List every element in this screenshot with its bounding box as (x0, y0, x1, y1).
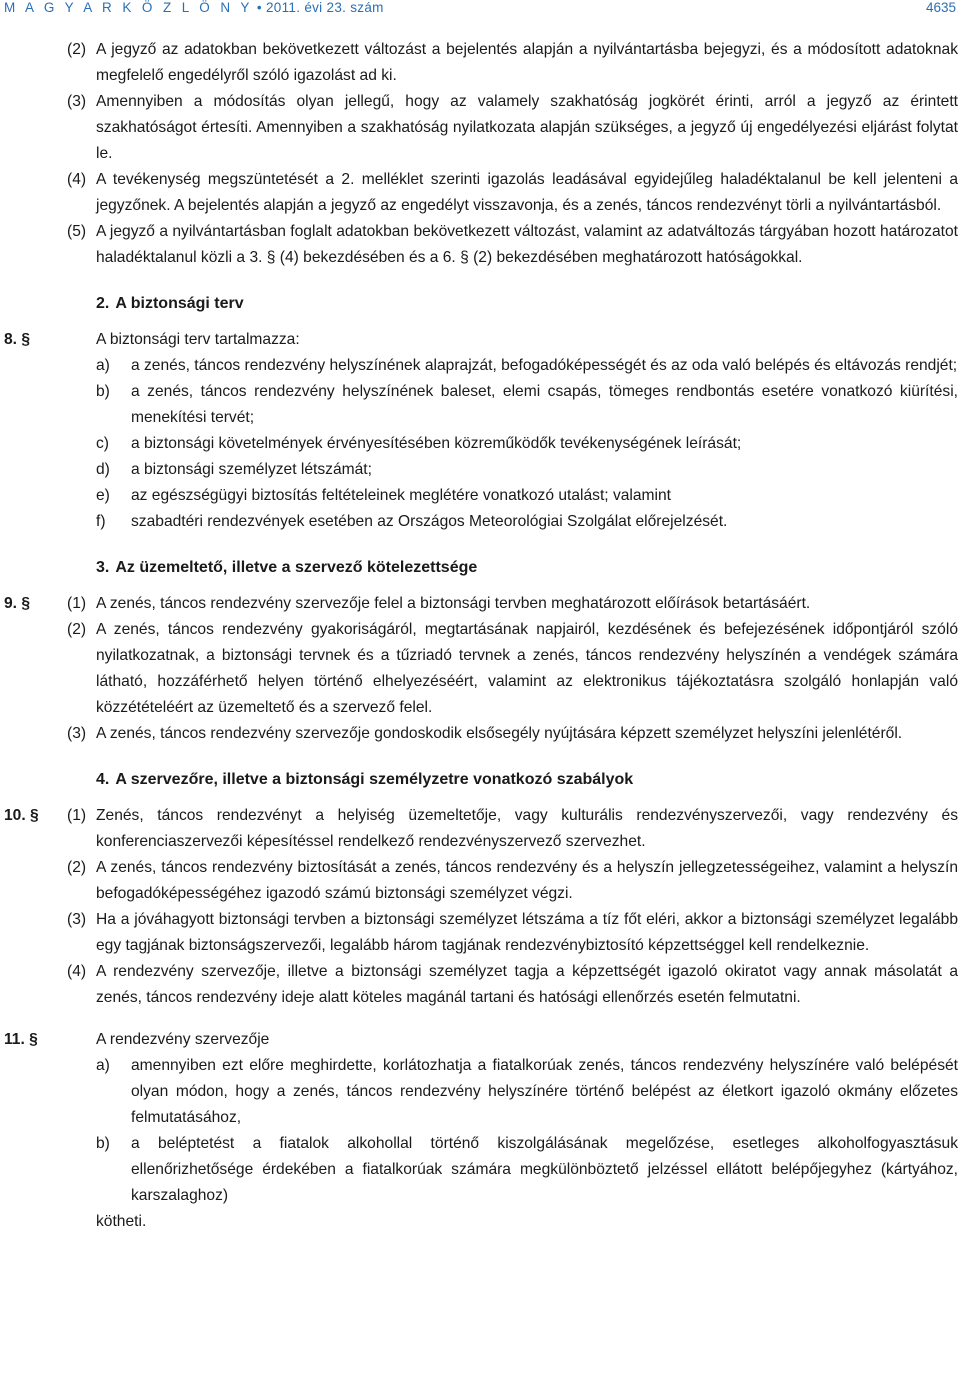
item-text: a biztonsági követelmények érvényesítésében közreműködők tevékenységének leírását; (131, 435, 742, 452)
paragraph-number: (4) (67, 963, 87, 980)
list-item (0, 457, 960, 483)
item-text: szabadtéri rendezvények esetében az Országos Meteorológiai Szolgálat előrejelzését. (131, 513, 728, 530)
item-text: a biztonsági személyzet létszámát; (131, 461, 372, 478)
section-number: 2. (96, 295, 110, 312)
page-header (0, 0, 960, 18)
article-lead: A rendezvény szervezője (96, 1031, 270, 1048)
section-title: Az üzemeltető, illetve a szervező kötelezettsége (115, 559, 478, 576)
journal-header (4, 0, 384, 16)
list-item (0, 509, 960, 535)
paragraph-text: A jegyző a nyilvántartásban foglalt adatokban bekövetkezett változást, valamint az adatváltozás tárgyában hozott határozatot haladéktalanul közli a 3. § (4) bekezdésében és a 6. § (2) bekezdésében meghatározott hatóságokkal. (96, 223, 958, 266)
paragraph-text: A zenés, táncos rendezvény szervezője felel a biztonsági tervben meghatározott előírások betartásáért. (96, 595, 811, 612)
paragraph-text: A rendezvény szervezője, illetve a biztonsági személyzet tagja a képzettségét igazoló okiratot vagy annak másolatát a zenés, táncos rendezvény ideje alatt köteles magánál tartani és hatósági ellenőrzés esetén felmutatni. (96, 963, 958, 1006)
article-number: 11. § (4, 1031, 38, 1048)
journal-title: M A G Y A R K Ö Z L Ö N Y (4, 0, 253, 15)
section-number: 4. (96, 771, 110, 788)
paragraph (0, 37, 960, 89)
item-letter: d) (96, 461, 110, 478)
item-letter: b) (96, 1135, 110, 1152)
document-body (0, 37, 960, 1235)
paragraph (0, 219, 960, 271)
paragraph-text: A tevékenység megszüntetését a 2. melléklet szerinti igazolás leadásával egyidejűleg haladéktalanul be kell jelenteni a jegyzőnek. A bejelentés alapján a jegyző az engedélyt visszavonja, és a zenés, táncos rendezvényt törli a nyilvántartásból. (96, 171, 958, 214)
list-item (0, 431, 960, 457)
item-text: a zenés, táncos rendezvény helyszínének baleset, elemi csapás, tömeges rendbontás esetére vonatkozó kiürítési, menekítési tervét; (131, 383, 958, 426)
paragraph (0, 591, 960, 617)
paragraph-number: (2) (67, 41, 87, 58)
paragraph (0, 803, 960, 855)
item-letter: b) (96, 383, 110, 400)
item-text: a zenés, táncos rendezvény helyszínének alaprajzát, befogadóképességét és az oda való belépés és eltávozás rendjét; (131, 357, 958, 374)
paragraph-number: (4) (67, 171, 87, 188)
item-letter: e) (96, 487, 110, 504)
article-11 (0, 1027, 960, 1235)
article-lead: A biztonsági terv tartalmazza: (96, 331, 300, 348)
paragraph-text: Ha a jóváhagyott biztonsági tervben a biztonsági személyzet létszáma a tíz főt eléri, akkor a biztonsági személyzet legalább egy tagjának biztonságszervezői, legalább három tagjának rendezvénybiztosító képzettséggel kell rendelkeznie. (96, 911, 958, 954)
paragraph-number: (5) (67, 223, 87, 240)
section-heading (0, 767, 960, 793)
section-number: 3. (96, 559, 110, 576)
paragraph-number: (3) (67, 93, 87, 110)
header-bullet: • (256, 0, 262, 15)
item-letter: a) (96, 357, 110, 374)
article-closing: kötheti. (96, 1213, 147, 1230)
list-item (0, 1053, 960, 1131)
article-number: 9. § (4, 595, 31, 612)
page-number: 4635 (925, 0, 956, 15)
item-text: az egészségügyi biztosítás feltételeinek meglétére vonatkozó utalást; valamint (131, 487, 672, 504)
paragraph-number: (1) (67, 807, 87, 824)
list-item (0, 483, 960, 509)
paragraph (0, 959, 960, 1011)
paragraph-number: (1) (67, 595, 87, 612)
article-number: 8. § (4, 331, 31, 348)
paragraph (0, 89, 960, 167)
list-item (0, 379, 960, 431)
paragraph (0, 721, 960, 747)
issue-label: 2011. évi 23. szám (265, 0, 384, 15)
paragraph-number: (2) (67, 859, 87, 876)
list-item (0, 1131, 960, 1209)
paragraph-text: A zenés, táncos rendezvény gyakoriságáról, megtartásának napjairól, kezdésének és befejezésének időpontjáról szóló nyilatkozatnak, a biztonsági tervnek és a tűzriadó tervnek a zenés, táncos rendezvény helyszínén a vendégek számára látható, hozzáférhető helyen történő elhelyezéséért, valamint az elektronikus tájékoztatásra szolgáló honlapján való közzétételéért az üzemeltető és a szervező felel. (96, 621, 958, 716)
item-letter: a) (96, 1057, 110, 1074)
paragraph (0, 167, 960, 219)
item-letter: f) (96, 513, 106, 530)
section-title: A szervezőre, illetve a biztonsági személyzetre vonatkozó szabályok (115, 771, 634, 788)
article-9 (0, 591, 960, 747)
paragraph (0, 855, 960, 907)
paragraph-text: A jegyző az adatokban bekövetkezett változást a bejelentés alapján a nyilvántartásba bejegyzi, és a módosított adatoknak megfelelő engedélyről szóló igazolást ad ki. (96, 41, 958, 84)
list-item (0, 353, 960, 379)
item-text: a beléptetést a fiatalok alkohollal történő kiszolgálásának megelőzése, esetleges alkoholfogyasztásuk ellenőrizhetősége érdekében a fiatalkorúak számára megkülönböztető jelzéssel ellátott belépőjegyhez (kártyához, karszalaghoz) (131, 1135, 958, 1204)
article-8 (0, 327, 960, 535)
article-10 (0, 803, 960, 1011)
paragraph-text: A zenés, táncos rendezvény szervezője gondoskodik elsősegély nyújtására képzett személyzet helyszíni jelenlétéről. (96, 725, 903, 742)
item-text: amennyiben ezt előre meghirdette, korlátozhatja a fiatalkorúak zenés, táncos rendezvény helyszínére való belépését olyan módon, hogy a zenés, táncos rendezvény helyszínére történő belépést az életkort igazoló okmány előzetes felmutatásához, (131, 1057, 958, 1126)
article-number: 10. § (4, 807, 39, 824)
paragraph-text: Zenés, táncos rendezvényt a helyiség üzemeltetője, vagy kulturális rendezvényszervezői, vagy rendezvény és konferenciaszervezői képesítéssel rendelkező rendezvényszervező szervezhet. (96, 807, 958, 850)
paragraph-text: Amennyiben a módosítás olyan jellegű, hogy az valamely szakhatóság jogkörét érinti, arról a jegyző az érintett szakhatóságot értesíti. Amennyiben a szakhatóság nyilatkozata alapján szükséges, a jegyző új engedélyezési eljárást folytat le. (96, 93, 958, 162)
paragraph (0, 617, 960, 721)
paragraph-number: (3) (67, 911, 87, 928)
paragraph-text: A zenés, táncos rendezvény biztosítását a zenés, táncos rendezvény és a helyszín jellegzetességeihez, valamint a helyszín befogadóképességéhez igazodó számú biztonsági személyzet végzi. (96, 859, 958, 902)
paragraph-number: (2) (67, 621, 87, 638)
item-letter: c) (96, 435, 109, 452)
paragraph (0, 907, 960, 959)
paragraph-number: (3) (67, 725, 87, 742)
section-heading (0, 555, 960, 581)
section-heading (0, 291, 960, 317)
section-title: A biztonsági terv (115, 295, 244, 312)
